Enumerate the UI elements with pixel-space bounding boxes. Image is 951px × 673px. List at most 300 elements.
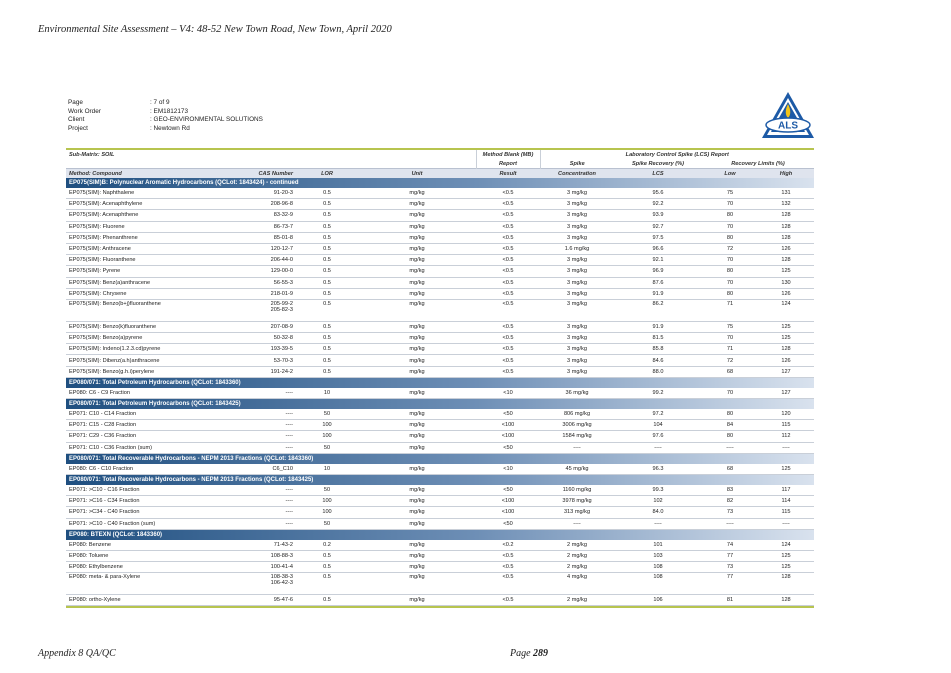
cell-lcs: 99.2 [614,388,702,399]
cell-unit: mg/kg [358,277,476,288]
cell-lor: 0.5 [296,243,358,254]
cell-lcs: 97.2 [614,409,702,420]
meta-key: Page [68,99,83,106]
cell-cas: ---- [238,431,296,442]
cell-high: 125 [758,464,814,475]
cell-low: 83 [702,485,758,496]
cell-cas: 208-96-8 [238,199,296,210]
meta-row [68,116,263,125]
cell-unit: mg/kg [358,595,476,606]
cell-compound: EP071: >C10 - C16 Fraction [66,485,238,496]
cell-lcs: 103 [614,550,702,561]
table-row [66,321,814,332]
cell-high: ---- [758,442,814,453]
cell-lor: 0.5 [296,210,358,221]
cell-compound: EP075(SIM): Phenanthrene [66,232,238,243]
cell-cas: ---- [238,420,296,431]
cell-unit: mg/kg [358,355,476,366]
meta-value: : Newtown Rd [150,124,190,132]
cell-lor: 0.5 [296,188,358,199]
cell-lcs: 81.5 [614,333,702,344]
cell-high: 128 [758,210,814,221]
cell-result: <0.5 [476,333,540,344]
table-row [66,333,814,344]
cell-low: 80 [702,431,758,442]
als-logo [760,90,816,140]
cell-lcs: ---- [614,518,702,529]
section-title: EP080/071: Total Petroleum Hydrocarbons (QCLot: 1843425) [66,399,814,410]
cell-lor: 0.5 [296,277,358,288]
cell-lor: 0.5 [296,344,358,355]
cell-low: 70 [702,388,758,399]
cell-low: 77 [702,550,758,561]
table-row [66,420,814,431]
cell-lcs: 92.2 [614,199,702,210]
table-row [66,199,814,210]
cell-concentration: 1.6 mg/kg [540,243,614,254]
meta-key: Work Order [68,107,101,115]
cell-concentration: 2 mg/kg [540,595,614,606]
cell-lcs: 85.8 [614,344,702,355]
cell-cas: 71-43-2 [238,540,296,551]
cell-high: 130 [758,277,814,288]
meta-key: Project [68,124,88,132]
col-high: High [758,169,814,179]
cell-lcs: 95.6 [614,188,702,199]
cell-concentration: 3 mg/kg [540,288,614,299]
cell-lcs: 101 [614,540,702,551]
cell-concentration: 1584 mg/kg [540,431,614,442]
report-meta [68,99,263,133]
cell-low: 70 [702,333,758,344]
cell-result: <0.5 [476,366,540,377]
cell-concentration: ---- [540,518,614,529]
cell-cas [238,299,296,321]
cell-concentration: 2 mg/kg [540,550,614,561]
cell-lcs: 108 [614,562,702,573]
section-header [66,529,814,540]
cell-lcs: 102 [614,496,702,507]
cell-high: 125 [758,550,814,561]
cell-unit: mg/kg [358,464,476,475]
cell-low: 80 [702,409,758,420]
cell-compound: EP075(SIM): Acenaphthylene [66,199,238,210]
cell-lor: 100 [296,507,358,518]
table-row [66,243,814,254]
cell-lor: 0.5 [296,232,358,243]
section-header [66,377,814,388]
cell-lor: 0.5 [296,299,358,321]
table-row [66,366,814,377]
cell-compound: EP071: >C16 - C34 Fraction [66,496,238,507]
cell-concentration: 3 mg/kg [540,366,614,377]
cell-high: ---- [758,518,814,529]
cell-high: 128 [758,255,814,266]
cell-lor: 0.5 [296,573,358,595]
cell-concentration: 3 mg/kg [540,255,614,266]
cell-unit: mg/kg [358,388,476,399]
cell-cas: 207-08-9 [238,321,296,332]
cell-result: <0.5 [476,595,540,606]
cell-unit: mg/kg [358,210,476,221]
cell-compound: EP075(SIM): Benzo(b+j)fluoranthene [66,299,238,321]
cell-low: 68 [702,464,758,475]
cell-compound: EP075(SIM): Acenaphthene [66,210,238,221]
cell-lcs: 92.7 [614,221,702,232]
cell-concentration: 3 mg/kg [540,333,614,344]
cell-result: <50 [476,518,540,529]
cell-unit: mg/kg [358,333,476,344]
table-row [66,388,814,399]
cell-low: 73 [702,562,758,573]
cell-lor: 100 [296,496,358,507]
cell-high: 127 [758,388,814,399]
cas-number-primary: 205-99-2 [270,300,293,307]
cell-high: 125 [758,333,814,344]
cell-lor: 0.5 [296,562,358,573]
cell-unit: mg/kg [358,573,476,595]
cell-lor: 0.5 [296,255,358,266]
table-row [66,266,814,277]
table-row [66,496,814,507]
cell-lor: 50 [296,442,358,453]
table-row [66,442,814,453]
table-row [66,518,814,529]
section-header [66,178,814,188]
cell-lcs: ---- [614,442,702,453]
cell-concentration: ---- [540,442,614,453]
cell-lor: 0.5 [296,199,358,210]
cell-cas: 91-20-3 [238,188,296,199]
cell-cas: 191-24-2 [238,366,296,377]
cell-low: 82 [702,496,758,507]
cell-lor: 0.5 [296,550,358,561]
table-row [66,507,814,518]
cell-compound: EP075(SIM): Anthracene [66,243,238,254]
cell-cas: 56-55-3 [238,277,296,288]
cell-low: 71 [702,299,758,321]
cell-concentration: 3 mg/kg [540,221,614,232]
cell-result: <100 [476,496,540,507]
cell-cas: ---- [238,442,296,453]
cell-unit: mg/kg [358,442,476,453]
cell-cas: 85-01-8 [238,232,296,243]
cell-concentration: 3006 mg/kg [540,420,614,431]
cell-high: 115 [758,507,814,518]
cell-cas: 129-00-0 [238,266,296,277]
column-header-row [66,169,814,179]
footer-page-label: Page [510,648,531,659]
cell-low: 75 [702,321,758,332]
cell-compound: EP075(SIM): Benzo(a)pyrene [66,333,238,344]
cell-high: 125 [758,321,814,332]
cell-high: 124 [758,299,814,321]
cell-result: <10 [476,388,540,399]
cell-result: <0.5 [476,277,540,288]
cell-result: <50 [476,485,540,496]
cell-unit: mg/kg [358,431,476,442]
cell-compound: EP080: Ethylbenzene [66,562,238,573]
cell-concentration: 3 mg/kg [540,344,614,355]
cell-lor: 50 [296,518,358,529]
cell-cas: 83-32-9 [238,210,296,221]
cell-high: 128 [758,232,814,243]
cell-result: <0.5 [476,562,540,573]
cell-lor: 0.2 [296,540,358,551]
cell-compound: EP080: ortho-Xylene [66,595,238,606]
cell-high: 128 [758,344,814,355]
cas-number-secondary: 205-82-3 [270,306,293,313]
cell-cas: ---- [238,485,296,496]
cell-result: <50 [476,442,540,453]
table-bottom-rule [66,606,814,608]
cell-lcs: 88.0 [614,366,702,377]
cell-lor: 50 [296,485,358,496]
cell-low: 80 [702,210,758,221]
cell-cas: 206-44-0 [238,255,296,266]
table-row [66,540,814,551]
table-row [66,299,814,321]
cell-unit: mg/kg [358,299,476,321]
cell-compound: EP080: Toluene [66,550,238,561]
cell-compound: EP080: C6 - C10 Fraction [66,464,238,475]
cell-lcs: 92.1 [614,255,702,266]
table-row [66,431,814,442]
cell-result: <0.5 [476,221,540,232]
cell-low: 74 [702,540,758,551]
cell-lor: 50 [296,409,358,420]
table-row [66,355,814,366]
cell-result: <50 [476,409,540,420]
cell-result: <0.5 [476,355,540,366]
col-result: Result [476,169,540,179]
cell-cas: 120-12-7 [238,243,296,254]
section-title: EP080/071: Total Recoverable Hydrocarbons - NEPM 2013 Fractions (QCLot: 1843360) [66,453,814,464]
col-lor: LOR [296,169,358,179]
cell-low: ---- [702,518,758,529]
cell-low: 70 [702,199,758,210]
table-row [66,277,814,288]
cell-concentration: 3 mg/kg [540,299,614,321]
cell-compound: EP080: Benzene [66,540,238,551]
cell-cas [238,573,296,595]
section-title: EP075(SIM)B: Polynuclear Aromatic Hydrocarbons (QCLot: 1843424) - continued [66,178,814,188]
subgroup-header-row [66,159,814,169]
cell-unit: mg/kg [358,540,476,551]
cell-low: 77 [702,573,758,595]
cell-unit: mg/kg [358,321,476,332]
cell-lcs: 96.6 [614,243,702,254]
cell-concentration: 2 mg/kg [540,540,614,551]
cell-unit: mg/kg [358,188,476,199]
col-cas-number: CAS Number [238,169,296,179]
meta-row [68,108,263,117]
cell-high: 124 [758,540,814,551]
cell-compound: EP071: C29 - C36 Fraction [66,431,238,442]
table-row [66,288,814,299]
cell-result: <0.5 [476,344,540,355]
cell-high: 126 [758,243,814,254]
cell-compound: EP075(SIM): Chrysene [66,288,238,299]
qc-report-table [66,148,814,608]
cell-lcs: 96.3 [614,464,702,475]
cell-compound: EP075(SIM): Fluorene [66,221,238,232]
cell-high: 128 [758,221,814,232]
col-method-compound: Method: Compound [66,169,238,179]
cell-cas: 53-70-3 [238,355,296,366]
logo-text: ALS [778,120,798,132]
section-title: EP080: BTEXN (QCLot: 1843360) [66,529,814,540]
footer-page [510,648,548,659]
meta-row [68,125,263,134]
cell-result: <0.5 [476,188,540,199]
cell-compound: EP075(SIM): Indeno(1.2.3.cd)pyrene [66,344,238,355]
meta-row [68,99,263,108]
cell-low: 70 [702,255,758,266]
cell-unit: mg/kg [358,255,476,266]
cell-high: 126 [758,288,814,299]
cell-low: 80 [702,288,758,299]
cell-lcs: 106 [614,595,702,606]
cell-compound: EP080: meta- & para-Xylene [66,573,238,595]
footer-appendix: Appendix 8 QA/QC [38,648,116,659]
cell-unit: mg/kg [358,496,476,507]
cell-lcs: 84.6 [614,355,702,366]
cell-low: 73 [702,507,758,518]
cell-low: 72 [702,243,758,254]
table-row [66,255,814,266]
cell-concentration: 3 mg/kg [540,199,614,210]
meta-key: Client [68,116,85,124]
cell-lor: 0.5 [296,333,358,344]
cell-compound: EP071: C10 - C14 Fraction [66,409,238,420]
cell-unit: mg/kg [358,507,476,518]
cell-unit: mg/kg [358,550,476,561]
cell-low: 70 [702,221,758,232]
cell-concentration: 3 mg/kg [540,321,614,332]
cell-concentration: 45 mg/kg [540,464,614,475]
document-header-title: Environmental Site Assessment – V4: 48-52 New Town Road, New Town, April 2020 [38,24,392,35]
cell-lcs: 91.9 [614,321,702,332]
cell-concentration: 3 mg/kg [540,355,614,366]
cell-lor: 0.5 [296,266,358,277]
cell-high: 117 [758,485,814,496]
cell-unit: mg/kg [358,409,476,420]
spike-header: Spike [540,159,614,169]
group-header-row [66,150,814,159]
cell-low: ---- [702,442,758,453]
section-title: EP080/071: Total Petroleum Hydrocarbons (QCLot: 1843360) [66,377,814,388]
cell-concentration: 4 mg/kg [540,573,614,595]
cell-result: <100 [476,431,540,442]
cell-concentration: 3 mg/kg [540,232,614,243]
footer-page-number: 289 [533,648,549,659]
cell-low: 80 [702,266,758,277]
section-header [66,453,814,464]
cell-lcs: 84.0 [614,507,702,518]
cell-lcs: 96.9 [614,266,702,277]
cell-result: <0.5 [476,199,540,210]
table-row [66,232,814,243]
cell-cas: ---- [238,388,296,399]
cell-high: 112 [758,431,814,442]
table-row [66,221,814,232]
table-row [66,464,814,475]
spike-recovery-header: Spike Recovery (%) [632,160,684,167]
cell-result: <0.5 [476,299,540,321]
cell-high: 125 [758,562,814,573]
table-row [66,562,814,573]
cell-concentration: 313 mg/kg [540,507,614,518]
cell-high: 115 [758,420,814,431]
cell-lcs: 104 [614,420,702,431]
lcs-report-header: Laboratory Control Spike (LCS) Report [540,150,814,159]
cell-result: <10 [476,464,540,475]
cell-concentration: 2 mg/kg [540,562,614,573]
cell-result: <0.5 [476,321,540,332]
cell-lor: 100 [296,420,358,431]
cell-lor: 0.5 [296,595,358,606]
cell-result: <0.5 [476,232,540,243]
cell-unit: mg/kg [358,344,476,355]
col-lcs: LCS [614,169,702,179]
cell-high: 114 [758,496,814,507]
cell-lor: 0.5 [296,321,358,332]
cell-unit: mg/kg [358,562,476,573]
cell-lor: 0.5 [296,288,358,299]
cell-compound: EP075(SIM): Fluoranthene [66,255,238,266]
cell-high: 125 [758,266,814,277]
cell-concentration: 806 mg/kg [540,409,614,420]
cell-concentration: 3 mg/kg [540,277,614,288]
method-blank-header: Method Blank (MB) [476,150,540,159]
cell-lor: 0.5 [296,221,358,232]
cell-concentration: 36 mg/kg [540,388,614,399]
cell-low: 70 [702,277,758,288]
cell-unit: mg/kg [358,420,476,431]
col-unit: Unit [358,169,476,179]
cell-result: <0.5 [476,550,540,561]
cell-low: 72 [702,355,758,366]
cell-high: 131 [758,188,814,199]
cell-lor: 10 [296,388,358,399]
cell-compound: EP075(SIM): Benz(a)anthracene [66,277,238,288]
cell-cas: C6_C10 [238,464,296,475]
cell-compound: EP075(SIM): Benzo(k)fluoranthene [66,321,238,332]
cell-cas: 108-88-3 [238,550,296,561]
cell-cas: 86-73-7 [238,221,296,232]
cas-number-primary: 108-38-3 [270,574,293,581]
cell-cas: 50-32-8 [238,333,296,344]
cell-cas: 100-41-4 [238,562,296,573]
cell-low: 71 [702,344,758,355]
meta-value: : GEO-ENVIRONMENTAL SOLUTIONS [150,116,263,124]
cell-cas: ---- [238,518,296,529]
method-blank-subheader: Report [476,159,540,169]
cell-result: <100 [476,507,540,518]
cell-low: 80 [702,232,758,243]
submatrix-label: Sub-Matrix: SOIL [69,151,115,158]
table-row [66,595,814,606]
table-row [66,485,814,496]
lcs-table [66,150,814,606]
section-title: EP080/071: Total Recoverable Hydrocarbons - NEPM 2013 Fractions (QCLot: 1843425) [66,474,814,485]
cell-concentration: 1160 mg/kg [540,485,614,496]
meta-value: : EM1812173 [150,107,189,115]
cell-concentration: 3 mg/kg [540,266,614,277]
cell-low: 81 [702,595,758,606]
cell-lor: 0.5 [296,355,358,366]
